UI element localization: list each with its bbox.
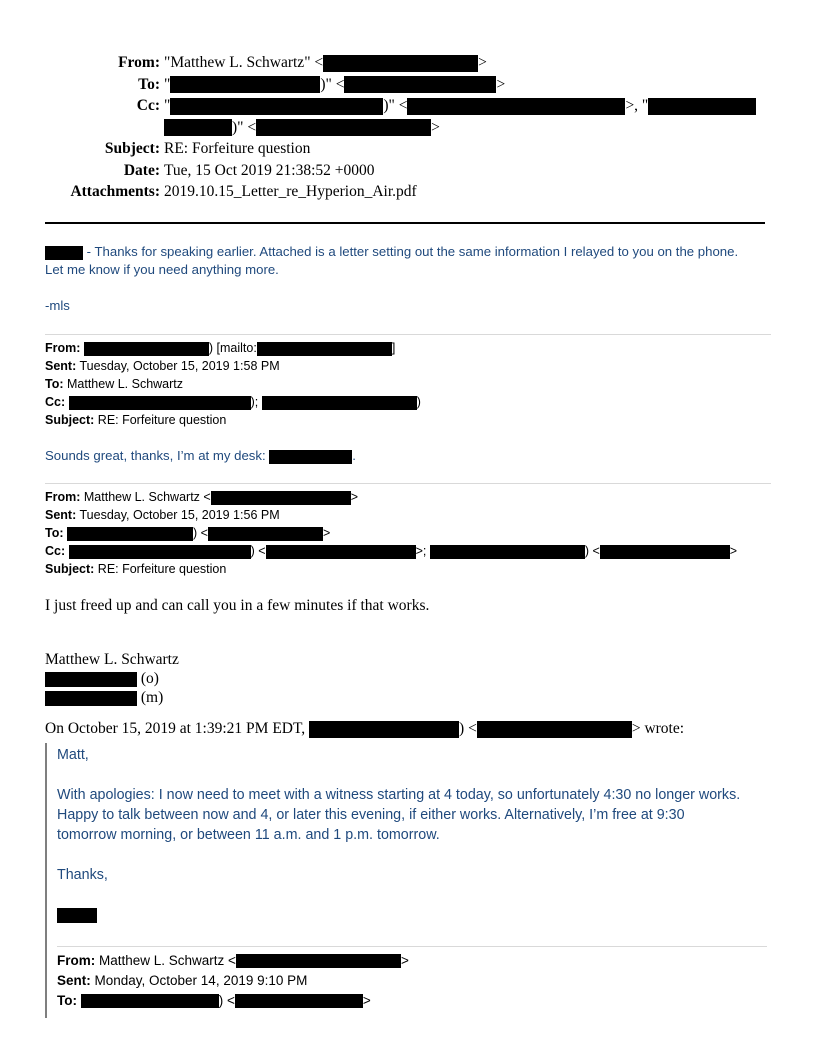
on-wrote-prefix: On October 15, 2019 at 1:39:21 PM EDT, [45, 720, 310, 737]
redaction [208, 527, 323, 541]
msg2-body: Sounds great, thanks, I’m at my desk: . [45, 448, 356, 463]
msg2-sent-label: Sent: [45, 359, 77, 373]
redaction [266, 545, 416, 559]
header-subject-label: Subject: [104, 140, 160, 157]
signature-office: (o) [137, 670, 159, 687]
quoted-to-label: To: [57, 993, 77, 1008]
msg3-sent-value: Tuesday, October 15, 2019 1:56 PM [76, 508, 280, 522]
header-to-row: To: " )" < > [0, 74, 816, 96]
msg3-cc-label: Cc: [45, 544, 66, 558]
header-cc-label: Cc: [136, 97, 160, 114]
msg3-sent-label: Sent: [45, 508, 77, 522]
redaction [69, 545, 251, 559]
redaction [67, 527, 193, 541]
redaction [164, 119, 232, 136]
attachment-link[interactable]: 2019.10.15_Letter_re_Hyperion_Air.pdf [164, 183, 417, 200]
on-wrote-line: On October 15, 2019 at 1:39:21 PM EDT, ) < > wrote: [45, 720, 685, 737]
msg3-from-value: Matthew L. Schwartz < [80, 490, 211, 504]
message-divider [45, 483, 771, 484]
redaction [477, 721, 632, 738]
reply-line-2: Let me know if you need anything more. [45, 262, 279, 277]
redaction [57, 908, 97, 923]
quoted-from-value: Matthew L. Schwartz < [95, 953, 236, 968]
header-to-label: To: [138, 75, 160, 93]
header-attachments-label: Attachments: [70, 183, 160, 200]
header-date-value: Tue, 15 Oct 2019 21:38:52 +0000 [164, 161, 375, 179]
redaction [309, 721, 459, 738]
redaction [257, 342, 392, 356]
msg3-subject-label: Subject: [45, 562, 95, 576]
reply-signoff: -mls [45, 298, 70, 313]
msg2-subject-value: RE: Forfeiture question [94, 413, 227, 427]
msg3-from-label: From: [45, 490, 81, 504]
msg2-mailto: ) [mailto: [208, 341, 257, 355]
header-subject-value: RE: Forfeiture question [164, 140, 311, 157]
header-divider [45, 222, 765, 224]
redaction [45, 691, 137, 706]
header-from-value: "Matthew L. Schwartz" < [164, 54, 324, 71]
signature-mobile: (m) [137, 689, 164, 706]
msg2-to-label: To: [45, 377, 64, 391]
signature-name: Matthew L. Schwartz [45, 651, 179, 668]
quoted-para-2: Happy to talk between now and 4, or later this evening, if either works. Alternatively, I’m free at 9:30 [57, 807, 685, 823]
msg3-header: From: Matthew L. Schwartz < > Sent: Tuesday, October 15, 2019 1:56 PM To: ) < > Cc: ) < >; ) < > Subject: RE: Forfeiture question [45, 490, 738, 576]
msg3-to-label: To: [45, 526, 64, 540]
redaction [430, 545, 585, 559]
quoted-header: From: Matthew L. Schwartz < > Sent: Monday, October 14, 2019 9:10 PM To: ) < > [57, 953, 409, 1008]
msg2-from-label: From: [45, 341, 81, 355]
msg2-to-value: Matthew L. Schwartz [63, 377, 184, 391]
redaction [235, 994, 363, 1008]
header-subject-row [0, 138, 816, 160]
quoted-body [57, 745, 740, 925]
reply-line-1: - Thanks for speaking earlier. Attached is a letter setting out the same information I relayed to you on the phone. [83, 244, 739, 259]
redaction [81, 994, 219, 1008]
redaction [69, 396, 251, 410]
message-divider [57, 946, 767, 947]
redaction [269, 450, 352, 464]
signature-block [45, 650, 179, 707]
redaction [170, 98, 383, 115]
quoted-from-label: From: [57, 953, 96, 968]
redaction [211, 491, 351, 505]
redaction [344, 76, 496, 93]
msg2-body-text: Sounds great, thanks, I’m at my desk: [45, 448, 270, 463]
redaction [236, 954, 401, 968]
redaction [407, 98, 625, 115]
header-from-row: From: "Matthew L. Schwartz" < > [0, 52, 816, 74]
redaction [84, 342, 209, 356]
msg2-header: From: ) [mailto: ] Sent: Tuesday, October 15, 2019 1:58 PM To: Matthew L. Schwartz Cc: ); ) Subject: RE: Forfeiture question [45, 341, 421, 427]
quoted-para-1: With apologies: I now need to meet with a witness starting at 4 today, so unfortunately 4:30 no longer works. [57, 787, 741, 803]
header-from-label: From: [118, 54, 160, 71]
redaction [648, 98, 756, 115]
msg2-subject-label: Subject: [45, 413, 95, 427]
quoted-para-3: tomorrow morning, or between 11 a.m. and 1 p.m. tomorrow. [57, 827, 440, 843]
header-cc-row: Cc: " )" < >, " [0, 95, 816, 117]
msg3-subject-value: RE: Forfeiture question [94, 562, 227, 576]
header-date-label: Date: [123, 161, 160, 179]
msg2-cc-label: Cc: [45, 395, 66, 409]
message-divider [45, 334, 771, 335]
msg3-body-text: I just freed up and can call you in a few minutes if that works. [45, 597, 430, 614]
quoted-thanks: Thanks, [57, 867, 108, 883]
header-date-row [0, 160, 816, 182]
quoted-sent-value: Monday, October 14, 2019 9:10 PM [90, 973, 308, 988]
email-header: From: "Matthew L. Schwartz" < > To: " )" < > Cc: " )" < >, " )" < > Subject: RE: Forfeiture question Date: Tue, 15 Oct 2019 21:38:52 +0000 Attachments: 2019.10.15_Letter_re_Hyperion_Air.pdf [0, 52, 816, 203]
redaction [170, 76, 320, 93]
reply-body [45, 243, 738, 315]
redaction [323, 55, 478, 72]
redaction [45, 672, 137, 687]
msg2-sent-value: Tuesday, October 15, 2019 1:58 PM [76, 359, 280, 373]
redaction [256, 119, 431, 136]
header-attachments-row [0, 181, 816, 203]
redaction [262, 396, 417, 410]
quoted-greeting: Matt, [57, 747, 89, 763]
msg3-body [45, 596, 429, 616]
quote-bar [45, 743, 47, 1018]
on-wrote-suffix: > wrote: [631, 720, 685, 737]
redaction [45, 246, 83, 260]
redaction [600, 545, 730, 559]
quoted-sent-label: Sent: [57, 973, 91, 988]
